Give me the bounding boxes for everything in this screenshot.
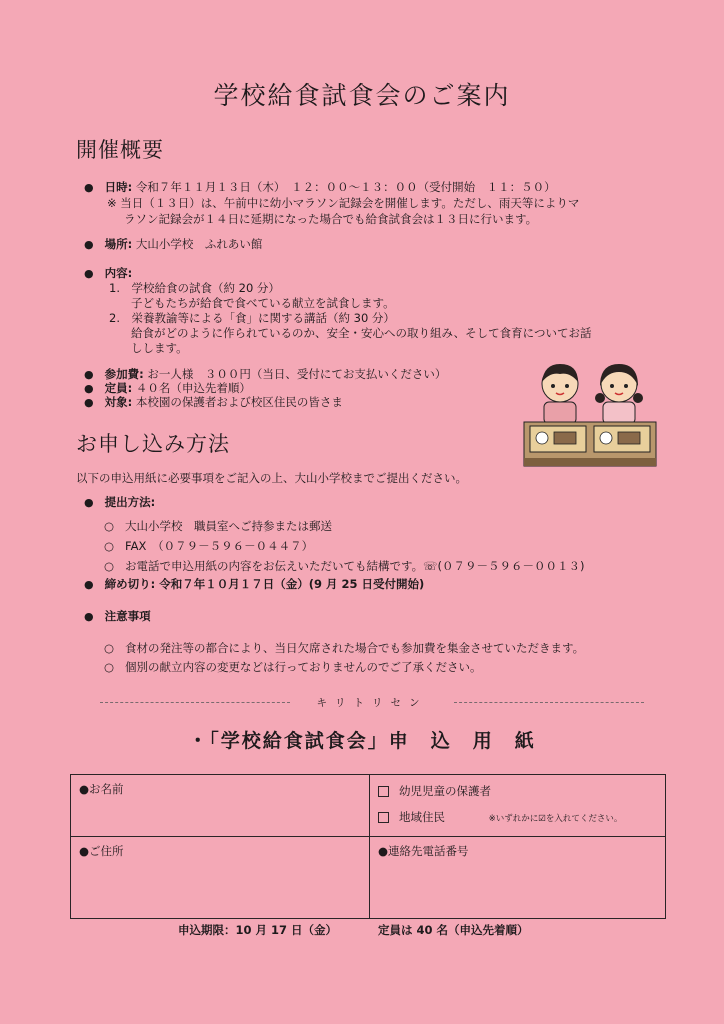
category-cell — [370, 775, 666, 837]
content-label: 内容: — [104, 266, 133, 280]
note-1-text: 食材の発注等の都合により、当日欠席された場合でも参加費を集金させていただきます。 — [125, 641, 585, 655]
phone-label: ●連絡先電話番号 — [378, 844, 469, 858]
bullet-icon: ● — [84, 610, 94, 623]
circle-bullet-icon: ○ — [104, 539, 115, 553]
check-resident-row[interactable] — [378, 809, 657, 825]
note-item-1 — [104, 640, 584, 656]
note-item-2 — [104, 659, 482, 675]
phone-cell[interactable] — [370, 837, 666, 919]
page-title: 学校給食試食会のご案内 — [213, 81, 511, 110]
circle-bullet-icon: ○ — [104, 559, 115, 573]
deadline-row — [84, 576, 424, 593]
bullet-icon: ● — [84, 181, 94, 194]
bullet-icon: ● — [84, 578, 94, 591]
circle-bullet-icon: ○ — [104, 641, 115, 655]
apply-heading: お申し込み方法 — [76, 432, 230, 456]
item1-desc: 子どもたちが給食で食べている献立を試食します。 — [131, 296, 395, 310]
note-line-1: ※ 当日（１３日）は、午前中に幼小マラソン記録会を開催します。ただし、雨天等によりマ — [107, 196, 580, 210]
name-cell[interactable] — [71, 775, 370, 837]
deadline-label: 締め切り: — [104, 577, 156, 591]
name-label: ●お名前 — [79, 782, 124, 796]
check-parent-row[interactable] — [378, 783, 657, 799]
application-form — [70, 774, 666, 919]
place-value: 大山小学校 ふれあい館 — [132, 237, 263, 251]
method-label: 提出方法: — [104, 495, 156, 509]
item2-title: 2. 栄養教諭等による「食」に関する講話（約 30 分） — [109, 311, 395, 325]
circle-bullet-icon: ○ — [104, 519, 115, 533]
bullet-icon: ● — [84, 382, 94, 395]
method-row — [84, 494, 155, 511]
footer-capacity: 定員は 40 名（申込先着順） — [378, 923, 529, 937]
date-row — [84, 179, 556, 196]
method-1-text: 大山小学校 職員室へご持参または郵送 — [125, 519, 333, 533]
method-2-text: FAX （０７９－５９６－０４４７） — [125, 539, 314, 553]
note-2-text: 個別の献立内容の変更などは行っておりませんのでご了承ください。 — [125, 660, 482, 674]
method-item-1 — [104, 518, 332, 534]
item1-title: 1. 学校給食の試食（約 20 分） — [109, 281, 280, 295]
notes-row — [84, 608, 151, 625]
bullet-icon: ● — [84, 368, 94, 381]
target-value: 本校園の保護者および校区住民の皆さま — [132, 395, 343, 409]
check-parent-label: 幼児児童の保護者 — [399, 784, 491, 798]
place-label: 場所: — [104, 237, 133, 251]
method-item-3 — [104, 558, 584, 574]
footer-deadline: 申込期限：10 月 17 日（金） — [178, 923, 338, 937]
checkbox-parent[interactable] — [378, 786, 389, 797]
target-row — [84, 394, 343, 411]
checkbox-resident[interactable] — [378, 812, 389, 823]
cut-line-label: キリトリセン — [316, 697, 428, 709]
address-label: ●ご住所 — [79, 844, 124, 858]
item2-desc-2: しします。 — [131, 341, 188, 355]
form-title: ・「学校給食試食会」申 込 用 紙 — [188, 730, 536, 752]
note-line-2: ラソン記録会が１４日に延期になった場合でも給食試食会は１３日に行います。 — [124, 212, 538, 226]
bullet-icon: ● — [84, 267, 94, 280]
address-cell[interactable] — [71, 837, 370, 919]
capacity-label: 定員: — [104, 381, 133, 395]
capacity-value: ４０名（申込先着順） — [132, 381, 251, 395]
check-resident-label: 地域住民 — [399, 810, 445, 824]
item2-desc-1: 給食がどのように作られているのか、安全・安心への取り組み、そして食育についてお話 — [131, 326, 592, 340]
circle-bullet-icon: ○ — [104, 660, 115, 674]
fee-label: 参加費: — [104, 367, 144, 381]
apply-intro: 以下の申込用紙に必要事項をご記入の上、大山小学校までご提出ください。 — [76, 471, 467, 485]
method-item-2 — [104, 538, 313, 554]
fee-value: お一人様 ３００円（当日、受付にてお支払いください） — [143, 367, 447, 381]
bullet-icon: ● — [84, 238, 94, 251]
method-3-text: お電話で申込用紙の内容をお伝えいただいても結構です。☏(０７９－５９６－００１３) — [125, 559, 585, 573]
bullet-icon: ● — [84, 396, 94, 409]
date-value: 令和７年１１月１３日（木） １２：００〜１３：００（受付開始 １１：５０） — [132, 180, 556, 194]
place-row — [84, 236, 262, 253]
date-label: 日時: — [104, 180, 133, 194]
bullet-icon: ● — [84, 496, 94, 509]
target-label: 対象: — [104, 395, 133, 409]
deadline-value: 令和７年１０月１７日（金）(9 月 25 日受付開始) — [155, 577, 425, 591]
cut-line — [100, 697, 644, 707]
check-note: ※いずれかに☑を入れてください。 — [488, 814, 623, 824]
notes-label: 注意事項 — [104, 609, 151, 623]
overview-heading: 開催概要 — [76, 138, 164, 162]
children-eating-illustration — [522, 360, 658, 470]
